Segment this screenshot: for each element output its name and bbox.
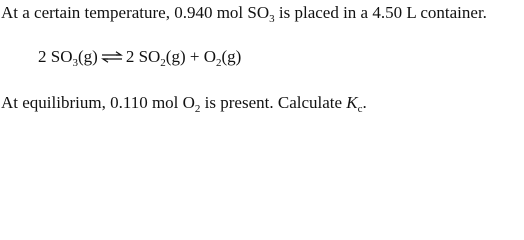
- question-period: .: [362, 93, 367, 112]
- question-line: [1, 93, 367, 113]
- statement-text-end: is placed in a 4.50 L container.: [274, 3, 487, 22]
- so3-subscript: 3: [269, 13, 275, 25]
- kc-subscript: c: [357, 103, 363, 115]
- reactant-subscript: 3: [72, 57, 78, 69]
- question-text: At equilibrium, 0.110 mol O: [1, 93, 195, 112]
- equilibrium-arrow-icon: [101, 51, 123, 63]
- kc-symbol: K: [346, 93, 358, 112]
- reactant-so3: 2 SO: [38, 47, 73, 66]
- o2-subscript: 2: [194, 103, 201, 115]
- question-text-middle: is present. Calculate: [200, 93, 347, 112]
- product-subscript: 2: [160, 57, 166, 69]
- o2-state: (g): [221, 47, 242, 66]
- o2-subscript: 2: [215, 57, 222, 69]
- problem-statement-line: [1, 3, 487, 23]
- chemical-equation: [38, 47, 241, 67]
- statement-text: At a certain temperature, 0.940 mol SO: [1, 3, 270, 22]
- product-state-and-o2: (g) + O: [165, 47, 216, 66]
- reactant-state: (g): [77, 47, 98, 66]
- product-so2: 2 SO: [125, 47, 161, 66]
